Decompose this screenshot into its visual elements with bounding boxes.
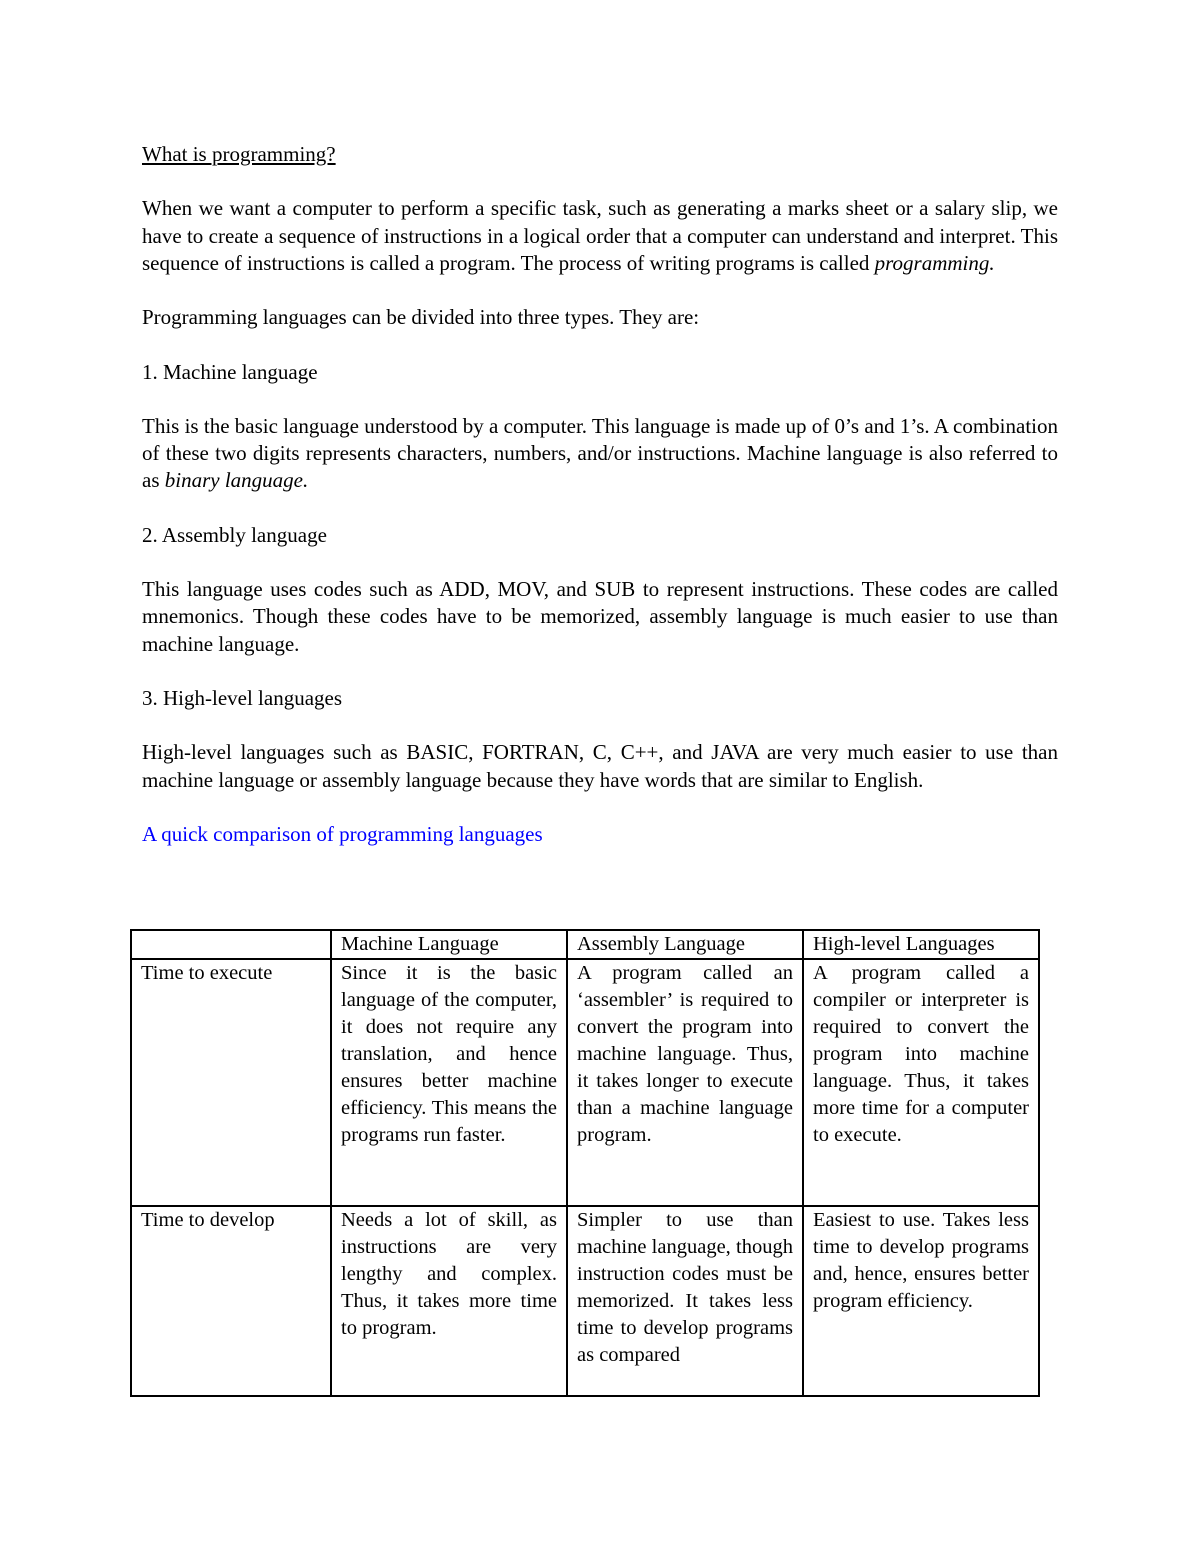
header-cell: Machine Language	[331, 930, 567, 959]
header-cell	[131, 930, 331, 959]
heading-machine-language: 1. Machine language	[142, 359, 318, 384]
table-cell: A program called a compiler or interpreter is required to convert the program into machine language. Thus, it takes more time for a computer to execute.	[803, 959, 1039, 1206]
table-cell: Easiest to use. Takes less time to develop programs and, hence, ensures better program efficiency.	[803, 1206, 1039, 1396]
table-cell: Needs a lot of skill, as instructions are very lengthy and complex. Thus, it takes more time to program.	[331, 1206, 567, 1396]
assembly-paragraph: This language uses codes such as ADD, MOV, and SUB to represent instructions. These codes are called mnemonics. Though these codes have to be memorized, assembly language is much easier to use than machine language.	[142, 577, 1058, 656]
types-paragraph: Programming languages can be divided into three types. They are:	[142, 305, 700, 330]
table-cell: Since it is the basic language of the computer, it does not require any translation, and hence ensures better machine efficiency. This means the programs run faster.	[331, 959, 567, 1206]
comparison-heading: A quick comparison of programming languages	[142, 821, 543, 846]
intro-paragraph	[142, 195, 1058, 277]
intro-italic: programming.	[874, 250, 995, 275]
intro-text: When we want a computer to perform a specific task, such as generating a marks sheet or a salary slip, we have to create a sequence of instructions in a logical order that a computer can understand and interpret. This sequence of instructions is called a program. The process of writing programs is called	[142, 196, 1058, 275]
machine-paragraph	[142, 413, 1058, 495]
table-cell: Simpler to use than machine language, though instruction codes must be memorized. It takes less time to develop programs as compared	[567, 1206, 803, 1396]
table-header-row	[131, 930, 1039, 959]
table-cell: A program called an ‘assembler’ is required to convert the program into machine language. Thus, it takes longer to execute than a machine language program.	[567, 959, 803, 1206]
row-label: Time to execute	[131, 959, 331, 1206]
table-row	[131, 1206, 1039, 1396]
header-cell: Assembly Language	[567, 930, 803, 959]
page-title: What is programming?	[142, 142, 336, 166]
comparison-table	[130, 929, 1040, 1397]
highlevel-paragraph: High-level languages such as BASIC, FORTRAN, C, C++, and JAVA are very much easier to use than machine language or assembly language because they have words that are similar to English.	[142, 740, 1058, 792]
header-cell: High-level Languages	[803, 930, 1039, 959]
heading-assembly-language: 2. Assembly language	[142, 522, 327, 547]
row-label: Time to develop	[131, 1206, 331, 1396]
machine-text: This is the basic language understood by a computer. This language is made up of 0’s and 1’s. A combination of these two digits represents characters, numbers, and/or instructions. Machine language is also referred to as	[142, 413, 1058, 493]
heading-high-level-languages: 3. High-level languages	[142, 685, 343, 710]
document-body	[142, 141, 1058, 874]
table-row	[131, 959, 1039, 1206]
machine-italic: binary language.	[164, 468, 309, 493]
